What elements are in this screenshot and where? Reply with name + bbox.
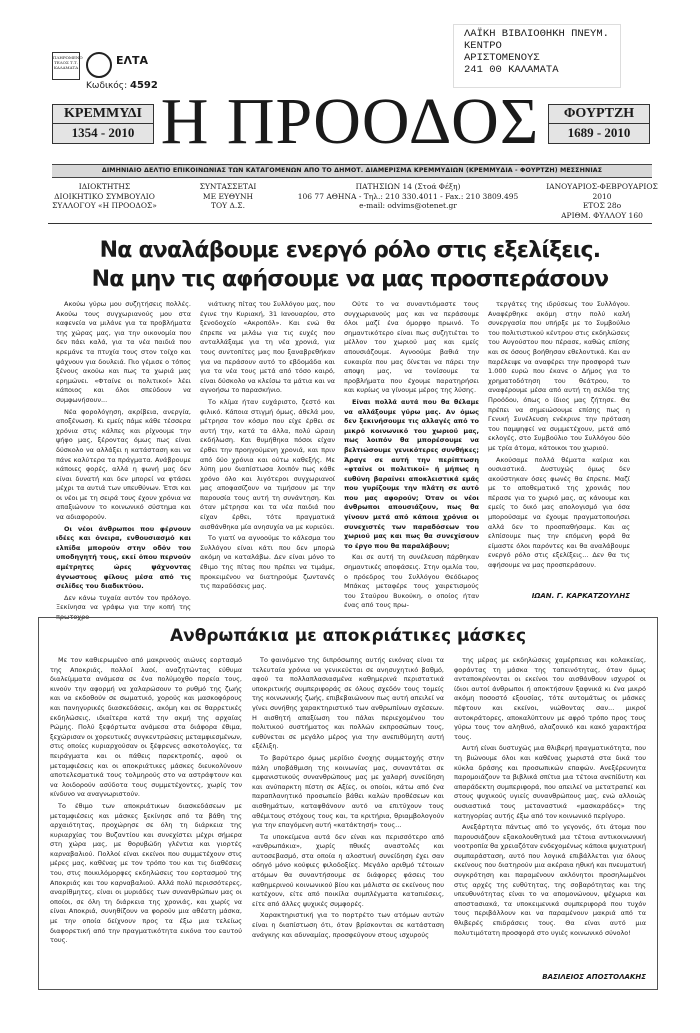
elta-label: ΕΛΤΑ [116,54,149,67]
paragraph: τεργάτες της ιδρύσεως του Συλλόγου. Αναφέρθηκε ακόμη στην πολύ καλή συνεργασία που υπήρξε με το Συμβούλιο του πολιτιστικού κέντρου στις εκδηλώσεις του Αυγούστου που πέρασε, καθώς επίσης και σε όσους βοήθησαν εθελοντικά. Και αν παρέλειψε να αναφέρει την προσφορά των 1.000 ευρώ που έκανε ο Δήμος για το χρηματοδότηση του θεάτρου, το αναφέρουμε μέσα από αυτή τη σελίδα της Προόδου, όπως ο ίδιος μας ζήτησε. Θα πρέπει να σημειώσουμε επίσης πως η Γενική Συνέλευση ενέκρινε την πρόταση του παμψηφεί να συμμετέχουν, μετά από εκλογές, στο Συμβούλιο του Συλλόγου δύο με τρία άτομα, κάτοικοι του χωριού. [488,300,630,452]
paragraph: της μέρας με εκδηλώσεις χαμέρπειας και κολακείας, φοράντας τη μάσκα της ταπεινότητας, όταν όμως ανταποκρίνονται οι εκείνοι του αισθάνθουν ισχυροί οι ίδιοι αυτοί άνθρωποι ή αποκτήσουν ξαφνικά κι ένα μικρό ακόμη ποσοστό εξουσίας, τότε αυτομάτως οι μάσκες πέφτουν και εκείνοι, νιώθοντας σαν... μικροί αυτοκράτορες, αποκαλύπτουν με αφρό τρόπο προς τους γύρω τους τον αληθινό, αλαζονικό και κακό χαρακτήρα τους. [454,656,646,741]
right-village-years: 1689 - 2010 [549,123,649,142]
paragraph: Με τον καθιερωμένο από μακρινούς αιώνες εορτασμό της Αποκριάς, πολλοί λαοί, αναζητώντας εύθυμα διαλείμματα ανάμεσα σε ένα πολύμοχθο πορεία τους, κινούν την αφορμή να χαλαρώσουν το ρυθμό της ζωής και να εκδοθούν σε σωματικό, χορούς και μασκοφόρους και πανηγυρικές διασκεδάσεις, ακόμη και σε θαρρετικές εκδηλώσεις, ιδιαίτερα κατά την ακμή της αρχαίας Ρώμης. Πολύ ξεφόρτωτα ανάμεσα στα διάφορα έθιμα, ξεχώρισαν οι χορευτικές συγκεντρώσεις μεταμφιεσμένων, στις οποίες κυριαρχούσαν οι ξέφρενες ασκοτολογίες, τα πειράγματα και οι πάθεις παρεκτροπές, αφού οι μεταμφιέσεις και οι αποκριάτικες μάσκες διευκολύνουν αποτελεσματικά τους τολμηρούς στο να αστράφτουν και να λοιδορούν ασύδοτα τους συμμετέχοντες, χωρίς τον κίνδυνο να αναγνωριστούν. [50,656,242,799]
issue-info [536,182,668,220]
article1-headline-line2: Να μην τις αφήσουμε να μας προσπεράσουν [91,267,609,292]
paragraph: Και σε αυτή τη συνέλευση πάρθηκαν σημαντικές αποφάσεις. Στην ομιλία του, ο πρόεδρος του Συλλόγου Θεόδωρος Μπάκας μεταφέρε τους χαιρετισμούς του Σταύρου Βυκούκη, ο οποίος ήταν ένας από τους πρω- [344,553,479,610]
contact-info [288,182,528,211]
issue-line: ΑΡΙΘΜ. ΦΥΛΛΟΥ 160 [561,210,643,220]
paragraph: Χαρακτηριστική για το πορτρέτο των ατόμων αυτών είναι η διαπίστωση ότι, όταν βρίσκονται σε κατάσταση ανάγκης και αδυναμίας, προσφεύγουν στους ισχυρούς [252,911,444,939]
owner-line: ΔΙΟΙΚΗΤΙΚΟ ΣΥΜΒΟΥΛΙΟ [54,191,155,201]
address-line: 241 00 ΚΑΛΑΜΑΤΑ [464,64,559,76]
paragraph: Είναι πολλά αυτά που θα θέλαμε να αλλάξουμε γύρω μας. Αν όμως δεν ξεκινήσουμε τις αλλαγές από το μικρό κοινωνικό του χωριού μας, πως λοιπόν θα μπορέσουμε να βελτιώσουμε γενικότερες συνθήκες; Άραγε σε αυτή την περίπτωση «φταίνε οι πολιτικοί» ή μήπως η ευθύνη βαραίνει αποκλειστικά εμάς που γυρίζουμε την πλάτη σε αυτό που μας αφορούν; Όταν οι νέοι άνθρωποι απουσιάζουν, πως θα γίνουν μετά από κάποια χρόνια οι συνεχιστές των παραδόσεων του χωριού μας και πως θα συνεχίσουν το έργο που θα παραλάβουν; [344,397,479,550]
paragraph: Ακούσαμε πολλά θέματα καίρια και ουσιαστικά. Δυστυχώς όμως δεν ακούστηκαν όσες φωνές θα έπρεπε. Μαζί με το αποθεματικό της χρονιάς που πέρασε για το χωριό μας, ας κάνουμε και εμείς το δικό μας απολογισμό για όσα μπορούσαμε να έχουμε πραγματοποιήσει αλλά δεν το προσπαθήσαμε. Και ας ελπίσουμε πως την επόμενη φορά θα είμαστε όλοι παρόντες και θα αναλάβουμε ενεργό ρόλο στις εξελίξεις... Δεν θα τις αφήσουμε να μας προσπεράσουν. [488,455,630,570]
paragraph: Νέα φορολόγηση, ακρίβεια, ανεργία, αποξένωση. Κι εμείς πάμε κάθε τέσσερα χρόνια στις κάλπες και ρίχνουμε την ψήφο μας, ξέροντας όμως πως είναι δύσκολο να αλλάξει η κατάσταση και να πάνε καλύτερα τα πράγματα. Ανάβρουμε κάποιες φορές, αλλά η φωνή μας δεν είναι δυνατή και δεν μπορεί να φτάσει μέχρι τα αυτιά των υπευθύνων. Έτσι και οι νέοι με τη σειρά τους έχουν χρόνια να απαξιώνουν το κοινωνικό σύστημα και να αδιαφορούν. [56,407,191,522]
paragraph: Ακούω γύρω μου συζητήσεις πολλές. Ακούω τους συγχωριανούς μου στα καφενεία να μιλάνε για τα προβλήματα της χώρας μας, για την οικονομία που δεν πάει καλά, για τα νέα παιδιά που κρεμάνε τα πτυχία τους στον τοίχο και ψάχνουν για δουλειά. Πιο γέμισε ο τόπος ξένους ακούω και πως τα χωριά μας ερημώνει. «Φταίνε οι πολιτικοί» λέει κάποιος και όλοι σπεύδουν να συμφωνήσουν... [56,300,191,404]
paragraph: Τα υποκείμενα αυτά δεν είναι και περισσότερο από «ανθρωπάκια», χωρίς πθικές αναστολές και αυτοσεβασμό, στα οποία η αλοστική συνείδηση έχει σαν οδηγό μόνο κούφιες φιλοδοξίες. Μεγάλο αριθμό τέτοιων ατόμων θα συναντήσουμε σε διάφορες φάσεις του καθημερινού κοινωνικού βίου και μάλιστα σε εκείνους που κατέχουν, είτε από ποικίλα συμπλέγματα καταπιέσεις, είτε από άλλες ψυχικές συμφορές. [252,832,444,908]
code-value: 4592 [130,80,158,91]
paragraph: Ούτε το να συναντιόμαστε τους συγχωριανούς μας και να περάσουμε όλοι μαζί ένα όμορφο πρωινό. Το σημαντικότερο είναι πως συζητιέται το μέλλον του χωριού μας και εμείς απουσιάζουμε. Αγνοούμε βαθιά την ευκαιρία που μας δίνεται να πάρει την αποψη μας, να τονίσουμε τα προβλήματα που έχουμε παρατηρήσει και κυρίως να γίνουμε μέρος της λύσης. [344,300,479,395]
address-line: ΚΕΝΤΡΟ [464,40,502,52]
elta-logo-icon [86,52,112,78]
newspaper-title: Η ΠΡΟΟΔΟΣ [160,85,540,158]
article2-column-1 [50,656,242,982]
article1-signature: ΙΩΑΝ. Γ. ΚΑΡΚΑΤΖΟΥΛΗΣ [531,592,630,600]
article1-headline-line1: Να αναλάβουμε ενεργό ρόλο στις εξελίξεις. [99,238,601,263]
paragraph: Το βαρύτερο όμως μερίδιο ένοχης συμμετοχής στην πάλη υποβάθμιση της κοινωνίας μας, συναντάται σε εμφανιστικούς συνανθρώπους μας με χαλαρή συνείδηση και ανύπαρκτη πίστη σε Αξίες, οι οποίοι, κάτω από ένα παραπλανητικό προσωπείο βάθει καλών προθέσεων και αισθημάτων, καταφθάνουν αυτό να επιτύχουν τους αθέμιτους στόχους τους και, τα κριτήρια, θριαμβολογούν για την επαγόμενη αυτή «κατάκτησή» τους... [252,753,444,830]
editor-line: ΣΥΝΤΑΣΣΕΤΑΙ [199,182,257,191]
code [86,80,158,91]
address-line: ΑΡΙΣΤΟΜΕΝΟΥΣ [464,52,540,64]
contact-line: ΠΑΤΗΣΙΩΝ 14 (Στοά Φέξη) [355,182,461,191]
left-village-box [52,104,154,144]
owner-info [52,182,157,211]
article2-signature: ΒΑΣΙΛΕΙΟΣ ΑΠΟΣΤΟΛΑΚΗΣ [542,973,646,981]
article1-headline [70,236,630,294]
left-village-years: 1354 - 2010 [53,123,153,142]
editor-line: ΤΟΥ Δ.Σ. [211,201,245,210]
paragraph: Το έθιμο των αποκριάτικων διασκεδάσεων με μεταμφιέσεις και μάσκες ξεκίνησε από τα βάθη της αρχαιότητας, προχώρησε σε όλη τη διάρκεια της κυριαρχίας του Βυζαντίου και συνεχίστει μέχρι σήμερα στη χώρα μας, με θορυβώδη γλέντια και γιορτές καρναβαλιού. Πολλοί είναι εκείνοι που συμμετέχουν στις μέρες μας, καθένας με τον τρόπο του και τις διαθέσεις του, στις ποικιλόμορφες εκδηλώσεις του εορτασμού της Αποκριάς και του καρναβαλιού. Αλλά πολύ περισσότερες, αναρίθμητες, είναι οι μυριάδες των συνανθρώπων μας οι οποίοι, σε όλη τη διάρκεια της χρονιάς, και χωρίς να είναι Αποκριά, συνηθίζουν να φορούν μια αθέατη μάσκα, με την οποία δείχνουν προς τα έξω μια τελείως διαφορετική από την πραγματικότητα εικόνα του εαυτού τους. [50,801,242,945]
postage-stamp: ΠΛΗΡΩΜΕΝΟ ΤΕΛΟΣ Τ.Τ. ΚΑΛΑΜΑΤΑ [52,52,80,80]
article1-column-2 [200,300,335,602]
owner-line: ΙΔΙΟΚΤΗΤΗΣ [78,182,131,191]
article1-column-4 [488,300,630,590]
right-village-name: ΦΟΥΡΤΖΗ [563,106,635,121]
address-label [453,24,621,88]
article2-column-3 [454,656,646,972]
article2-headline: Ανθρωπάκια με αποκριάτικες μάσκες [169,626,527,646]
paragraph: Δεν κάνω τυχαία αυτόν τον πρόλογο. Ξεκίνησα να γράφω για την κοπή της πρωτοχρο- [56,593,191,621]
left-village-name: ΚΡΕΜΜΥΔΙ [64,106,142,121]
paragraph: Το φαινόμενο της διπρόσωπης αυτής εικόνας είναι τα τελευταία χρόνια να γενικεύεται σε ανησυχητικό βαθμό, αφού τα πολλαπλασιασμένα καθημερινά περιστατικά υποκριτικής συμπεριφοράς σε όλους σχεδόν τους τομείς της κοινωνικής ζωής, επιβεβαιώνουν πως αυτή απειλεί να γίνει συνήθης χαρακτηριστικό των ανθρωπίνων σχέσεων. Η αισθητή απαξίωση του πάλαι περιεχομένου του πολιτικού συστήματος και πολλών εκπροσώπων τους, ευθύνεται σε μεγάλο μέρος για την ανεπιθύμητη αυτή εξέλιξη. [252,656,444,751]
contact-line: 106 77 ΑΘΗΝΑ - Τηλ.: 210 330.4011 - Fax.: 210 3809.495 [297,191,519,201]
editor-info [178,182,278,211]
issue-line: ΙΑΝΟΥΑΡΙΟΣ-ΦΕΒΡΟΥΑΡΙΟΣ 2010 [546,182,658,201]
paragraph: Το κλίμα ήταν ευχάριστο, ζεστό και φιλικό. Κάποια στιγμή όμως, άθελά μου, μέτρησα τον κόσμο που είχε έρθει σε αυτή την, κατά τα άλλα, πολύ ώραιη εκδήλωση. Και θυμήθηκα πόσοι είχαν έρθει την προηγούμενη χρονιά, και πριν από δύο χρόνια και ούτω καθεξής. Με λύπη μου διαπίστωσα λοιπόν πως κάθε χρόνο όλο και λιγότεροι συγχωριανοί μας αποφασίζουν να τιμήσουν με την παρουσία τους αυτή τη συνάντηση. Και όταν μέτρησα και τα νέα παιδιά που είχαν έρθει, τότε πραγματικά αισθάνθηκα μία ανησυχία να με κυριεύει. [200,397,335,531]
header-divider [48,223,652,224]
article1-column-1 [56,300,191,621]
paragraph: Ανεξάρτητα πάντως από το γεγονός, ότι άτομα που παρουσιάζουν εξακολουθητικά μια τέτοια αντικοινωνική νοοτροπία θα χρειαζόταν ενδεχομένως κάποια ψυχιατρική συμπαράσταση, αυτό που λογικά επιβάλλεται για όλους εκείνους που διατηρούν μια ακέραια ηθική και πνευματική συγκρότηση και παραμένουν ακλόνητοι προσηλωμένοι στις αρχές της ευθύτητας, της σοβαρότητας και της υπευθυνότητας είναι το να απομονώνουν, ψέχωρια και αποστασιακά, τα υποκειμενικά συμπεριφορά που τυχόν τους περιβάλλουν και να παραμένουν μακριά από τα θλιβερές επιδράσεις τους. Θα είναι αυτό μια πολυτιμότατη προσφορά στο υγιές κοινωνικό σύνολο! [454,823,646,937]
article1-column-3 [344,300,479,610]
owner-line: ΣΥΛΛΟΓΟΥ «Η ΠΡΟΟΔΟΣ» [52,201,157,210]
issue-line: ΕΤΟΣ 28ο [582,201,622,210]
tagline: ΔΙΜΗΝΙΑΙΟ ΔΕΛΤΙΟ ΕΠΙΚΟΙΝΩΝΙΑΣ ΤΩΝ ΚΑΤΑΓΟΜΕΝΩΝ ΑΠΟ ΤΟ ΔΗΜΟΤ. ΔΙΑΜΕΡΙΣΜΑ ΚΡΕΜΜΥΔΙΩΝ (ΚΡΕΜΜΥΔΙΑ - ΦΟΥΡΤΖΗ) ΜΕΣΣΗΝΙΑΣ [52,164,652,178]
right-village-box [548,104,650,144]
paragraph: Το γιατί να αγνοούμε το κάλεσμα του Συλλόγου είναι κάτι που δεν μπορώ ακόμη να καταλάβω. Δεν είναι μόνο το έθιμο της πίτας που πρέπει να τιμάμε, προκειμένου να διατηρούμε ζωντανές τις παραδόσεις μας. [200,534,335,591]
paragraph: Αυτή είναι δυστυχώς μια θλιβερή πραγματικότητα, που τη βιώνουμε όλοι και καθένας χωριστά στα δικά του κύκλα δράσης και προσωπικών επαφών. Ανεξέρευνητα παρομοιάζουν τα βιβλικά σπίτια μια τέτοια ανεπίδυτη και απαράδεκτη συμπεριφορά, που απειλεί να μετατραπεί και στους ψυχικούς υγιείς συνανθρώπους μας, ενώ αλλοιώς ουσιαστικά τους μεταναστικά «μασκαράδες» της κατηγορίας αυτής έξω από τον κοινωνικό περίγυρο. [454,744,646,820]
paragraph: νιάτικης πίτας του Συλλόγου μας, που έγινε την Κυριακή, 31 Ιανουαρίου, στο ξενοδοχείο «Ακροπόλ». Και ενώ θα έπρεπε να μιλάω για τις ευχές που ανταλλάξαμε για τη νέα χρονιά, για τους συντοπίτες μας που ξαναβρεθήκαν για να περάσουν αυτό το εβδομάδα και για τα νέα τους μετά από τόσο καιρό, είναι δύσκολο να κλείσω τα μάτια και να αγνοήσω το παρασκήνιο. [200,300,335,395]
paragraph: Οι νέοι άνθρωποι που φέρνουν ιδέες και όνειρα, ενθουσιασμό και ελπίδα μπορούν στην οδόν του υποδηγητή τους, εκεί όπου περνούν αμέτρητες ώρες ψάχνοντας άγνωστους φίλους μέσα από τις σελίδες του διαδικτύου. [56,524,191,591]
article2-column-2 [252,656,444,982]
address-line: ΛΑΪΚΗ ΒΙΒΛΙΟΘΗΚΗ ΠΝΕΥΜ. [464,28,609,40]
editor-line: ΜΕ ΕΥΘΥΝΗ [202,191,254,201]
contact-line: e-mail: odvims@otenet.gr [359,201,457,210]
code-label: Κωδικός: [86,81,128,91]
